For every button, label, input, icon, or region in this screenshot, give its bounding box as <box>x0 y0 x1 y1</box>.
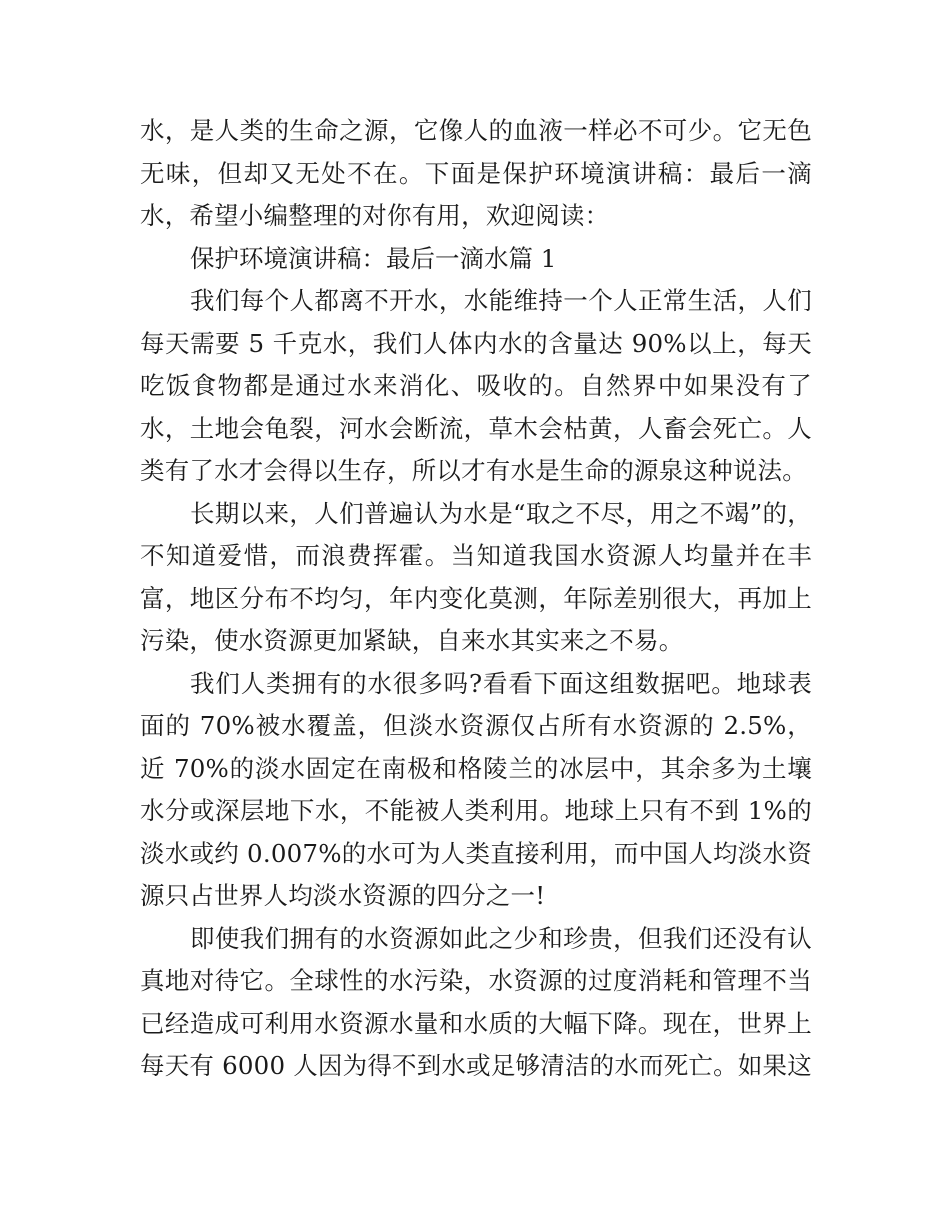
document-body <box>140 110 812 1088</box>
body-paragraph-4: 即使我们拥有的水资源如此之少和珍贵，但我们还没有认真地对待它。全球性的水污染，水资源的过度消耗和管理不当已经造成可利用水资源水量和水质的大幅下降。现在，世界上每天有 6000 人因为得不到水或足够清洁的水而死亡。如果这 <box>140 923 812 1080</box>
body-paragraph-3: 我们人类拥有的水很多吗?看看下面这组数据吧。地球表面的 70%被水覆盖，但淡水资源仅占所有水资源的 2.5%，近 70%的淡水固定在南极和格陵兰的冰层中，其余多为土壤水分或深层地下水，不能被人类利用。地球上只有不到 1%的淡水或约 0.007%的水可为人类直接利用，而中国人均淡水资源只占世界人均淡水资源的四分之一! <box>140 668 812 910</box>
intro-paragraph: 水，是人类的生命之源，它像人的血液一样必不可少。它无色无味，但却又无处不在。下面是保护环境演讲稿：最后一滴水，希望小编整理的对你有用，欢迎阅读： <box>140 116 812 230</box>
section-title: 保护环境演讲稿：最后一滴水篇 1 <box>190 243 557 273</box>
body-paragraph-1: 我们每个人都离不开水，水能维持一个人正常生活，人们每天需要 5 千克水，我们人体内水的含量达 90%以上，每天吃饭食物都是通过水来消化、吸收的。自然界中如果没有了水，土地会龟裂，河水会断流，草木会枯黄，人畜会死亡。人类有了水才会得以生存，所以才有水是生命的源泉这种说法。 <box>140 286 812 485</box>
body-paragraph-2: 长期以来，人们普遍认为水是“取之不尽，用之不竭”的，不知道爱惜，而浪费挥霍。当知道我国水资源人均量并在丰富，地区分布不均匀，年内变化莫测，年际差别很大，再加上污染，使水资源更加紧缺，自来水其实来之不易。 <box>140 498 812 655</box>
